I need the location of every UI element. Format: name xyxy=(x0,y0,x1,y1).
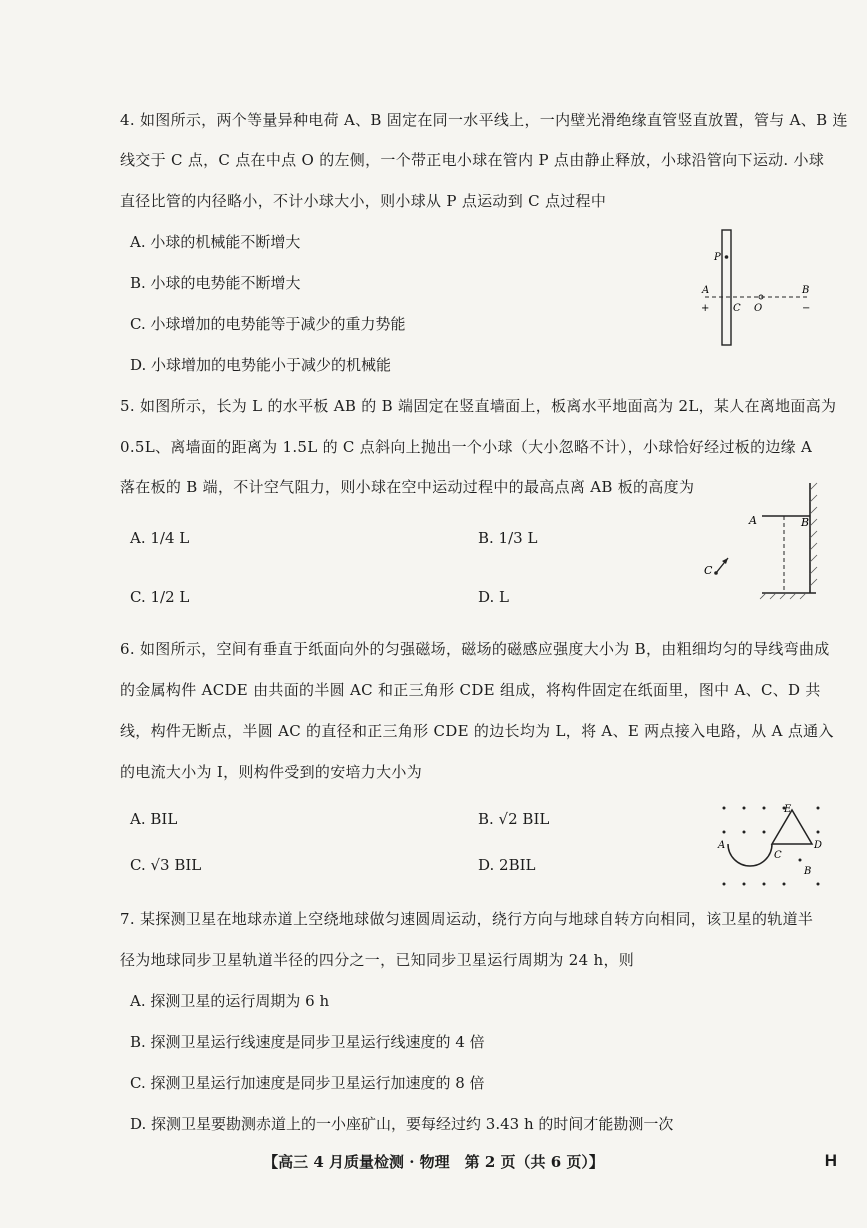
q6-line-3: 线，构件无断点，半圆 AC 的直径和正三角形 CDE 的边长均为 L，将 A、E 两点接入电路，从 A 点通入 xyxy=(120,722,834,740)
semicircle-ac xyxy=(728,844,772,866)
q6-line-1: 6. 如图所示，空间有垂直于纸面向外的匀强磁场，磁场的磁感应强度大小为 B，由粗细均匀的导线弯曲成 xyxy=(120,640,830,658)
wall-hatch xyxy=(810,483,817,586)
q4-option-b: B. 小球的电势能不断增大 xyxy=(130,274,301,292)
label-c: C xyxy=(704,564,713,577)
q6-option-a: A. BIL xyxy=(130,810,178,828)
q7-option-a: A. 探测卫星的运行周期为 6 h xyxy=(130,992,330,1010)
label-a: A xyxy=(718,840,726,851)
q4-figure-charges-tube xyxy=(695,225,825,350)
q7-line-1: 7. 某探测卫星在地球赤道上空绕地球做匀速圆周运动，绕行方向与地球自转方向相同，该卫星的轨道半 xyxy=(120,910,814,928)
q5-line-1: 5. 如图所示，长为 L 的水平板 AB 的 B 端固定在竖直墙面上，板离水平地面高为 2L，某人在离地面高为 xyxy=(120,397,837,415)
ball-p xyxy=(725,255,729,259)
q5-option-b: B. 1/3 L xyxy=(478,529,538,547)
q7-line-2: 径为地球同步卫星轨道半径的四分之一，已知同步卫星运行周期为 24 h，则 xyxy=(120,951,635,969)
label-p: P xyxy=(714,252,721,263)
label-a: A xyxy=(702,285,710,296)
label-b: B xyxy=(801,516,810,529)
label-a: A xyxy=(749,514,757,527)
q4-line-2: 线交于 C 点，C 点在中点 O 的左侧，一个带正电小球在管内 P 点由静止释放，小球沿管向下运动. 小球 xyxy=(120,151,825,169)
launch-arrow-head xyxy=(722,558,728,564)
q5-line-3: 落在板的 B 端，不计空气阻力，则小球在空中运动过程中的最高点离 AB 板的高度为 xyxy=(120,478,695,496)
label-d: D xyxy=(814,840,823,851)
q4-option-d: D. 小球增加的电势能小于减少的机械能 xyxy=(130,356,392,374)
page-mark: H xyxy=(824,1151,837,1170)
q4-line-3: 直径比管的内径略小，不计小球大小，则小球从 P 点运动到 C 点过程中 xyxy=(120,192,607,210)
label-b: B xyxy=(804,866,812,877)
vertical-tube xyxy=(722,230,731,345)
q6-figure-magnetic-field xyxy=(712,798,832,893)
q5-option-c: C. 1/2 L xyxy=(130,588,190,606)
q5-option-d: D. L xyxy=(478,588,509,606)
page-footer: 【高三 4 月质量检测 · 物理 第 2 页（共 6 页）】 xyxy=(263,1153,604,1171)
q6-option-c: C. √3 BIL xyxy=(130,856,202,874)
q7-option-d: D. 探测卫星要勘测赤道上的一小座矿山，要每经过约 3.43 h 的时间才能勘测一次 xyxy=(130,1115,674,1133)
label-o: O xyxy=(754,303,763,314)
label-c: C xyxy=(774,850,782,861)
triangle-cde xyxy=(772,810,812,844)
label-minus: − xyxy=(802,303,811,314)
q5-line-2: 0.5L、离墙面的距离为 1.5L 的 C 点斜向上抛出一个小球（大小忽略不计），小球恰好经过板的边缘 A xyxy=(120,438,813,456)
label-c: C xyxy=(733,303,741,314)
q4-option-c: C. 小球增加的电势能等于减少的重力势能 xyxy=(130,315,406,333)
q7-option-c: C. 探测卫星运行加速度是同步卫星运行加速度的 8 倍 xyxy=(130,1074,485,1092)
q4-line-1: 4. 如图所示，两个等量异种电荷 A、B 固定在同一水平线上，一内壁光滑绝缘直管竖直放置，管与 A、B 连 xyxy=(120,111,848,129)
q5-option-a: A. 1/4 L xyxy=(130,529,190,547)
label-b: B xyxy=(802,285,810,296)
label-plus: + xyxy=(701,303,710,314)
q4-option-a: A. 小球的机械能不断增大 xyxy=(130,233,301,251)
q6-option-d: D. 2BIL xyxy=(478,856,536,874)
q6-option-b: B. √2 BIL xyxy=(478,810,550,828)
q7-option-b: B. 探测卫星运行线速度是同步卫星运行线速度的 4 倍 xyxy=(130,1033,485,1051)
ground-hatch xyxy=(760,593,806,599)
label-e: E xyxy=(784,804,792,815)
q6-line-4: 的电流大小为 I，则构件受到的安培力大小为 xyxy=(120,763,422,781)
point-c xyxy=(714,571,718,575)
q6-line-2: 的金属构件 ACDE 由共面的半圆 AC 和正三角形 CDE 组成，将构件固定在纸面里，图中 A、C、D 共 xyxy=(120,681,821,699)
q5-figure-wall-board xyxy=(700,478,830,603)
